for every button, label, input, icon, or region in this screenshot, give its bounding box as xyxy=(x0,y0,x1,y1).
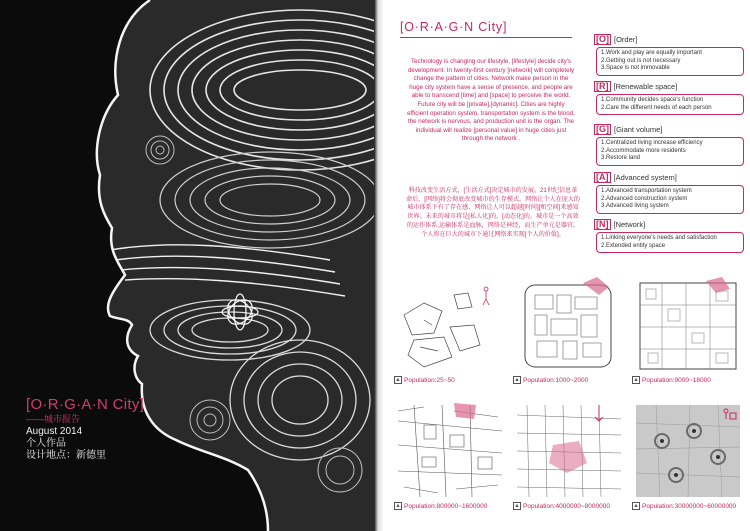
page-title: [O·R·A·G·N City] xyxy=(400,20,508,34)
page-gutter xyxy=(374,0,384,531)
population-label xyxy=(513,502,610,510)
cover-site: 设计地点：新德里 xyxy=(26,450,106,461)
person-icon: ▲ xyxy=(633,503,639,509)
population-label xyxy=(394,502,487,510)
person-icon: ▲ xyxy=(514,377,520,383)
city-plan-sketch xyxy=(394,401,506,501)
keyword-line: 1.Linking everyone's needs and satisfaction xyxy=(601,235,717,241)
population-label xyxy=(513,376,588,384)
keyword-giant-volume xyxy=(594,124,744,166)
keyword-line: 2.Care the different needs of each person xyxy=(601,104,712,111)
cover-title: [O·R·G·A·N City] xyxy=(26,396,145,413)
population-label xyxy=(632,376,711,384)
keyword-renewable-space xyxy=(594,81,744,115)
diagram-cell-5 xyxy=(513,401,625,523)
diagram-cell-2 xyxy=(513,275,625,397)
person-icon: ▲ xyxy=(633,377,639,383)
population-text: Population:1000~2000 xyxy=(523,376,589,384)
population-text: Population:30000000~60000000 xyxy=(642,502,737,510)
megacity-aerial-sketch xyxy=(632,401,744,501)
metropolis-plan-sketch xyxy=(513,401,625,501)
keyword-line: 2.Advanced construction system xyxy=(601,195,688,202)
population-label xyxy=(394,376,455,384)
diagram-cell-1 xyxy=(394,275,506,397)
keyword-advanced-system xyxy=(594,172,744,214)
person-icon: ▲ xyxy=(395,503,401,509)
keyword-line: 2.Getting out is not necessary xyxy=(601,57,681,64)
keyword-line: 1.Centralized living increase efficiency xyxy=(601,140,703,146)
cover-work-type: 个人作品 xyxy=(26,438,66,449)
keyword-letter: [A] xyxy=(596,172,609,182)
village-plan-sketch xyxy=(513,275,625,375)
settlement-sketch-small xyxy=(394,275,506,375)
keyword-network xyxy=(594,219,744,253)
keyword-line: 1.Advanced transportation system xyxy=(601,188,692,194)
keyword-box xyxy=(596,94,744,115)
keyword-label: [Network] xyxy=(613,220,646,229)
keyword-label: [Advanced system] xyxy=(613,173,677,182)
cover-date: August 2014 xyxy=(26,426,83,437)
population-text: Population:4000000~8000000 xyxy=(523,502,610,510)
population-text: Population:9000~18000 xyxy=(642,376,711,384)
keyword-order xyxy=(594,34,744,76)
keyword-label: [Giant volume] xyxy=(614,125,663,134)
cover-subtitle: ——城市报告 xyxy=(26,414,81,424)
population-label xyxy=(632,502,736,510)
title-underline xyxy=(400,37,572,38)
population-text: Population:800000~1600000 xyxy=(404,502,488,510)
keyword-box xyxy=(596,47,744,76)
keyword-letter: [R] xyxy=(596,81,609,91)
person-icon: ▲ xyxy=(514,503,520,509)
keyword-label: [Order] xyxy=(614,35,638,44)
intro-chinese: 科技改变生活方式，[生活方式]决定城市的发展。21世纪信息革命后，[网络]将会彻底改变城市的生存模式。网络让个人在庞大的城市体系下有了存在感，网络让人可以超越[时间][和空间]来感知世界。未来的城市将是[私人化]的、[动态化]的。城市是一个高效的运作体系,运输体系是血脉，网络是神经，而生产单元是器官。个人将在巨大的城市下通过网络来实现[个人的价值]。 xyxy=(406,187,581,238)
keyword-box xyxy=(596,137,744,166)
keyword-label: [Renewable space] xyxy=(613,82,678,91)
keyword-line: 3.Advanced living system xyxy=(601,203,669,210)
keyword-letter: [N] xyxy=(596,219,609,229)
diagram-cell-3 xyxy=(632,275,744,397)
keyword-line: 2.Extended entity space xyxy=(601,242,666,249)
keyword-line: 1.Work and play are equally important xyxy=(601,50,702,56)
population-text: Population:25~50 xyxy=(404,376,455,384)
diagram-cell-4 xyxy=(394,401,506,523)
keyword-letter: [G] xyxy=(596,124,609,134)
keyword-letter: [O] xyxy=(596,34,609,44)
keyword-box xyxy=(596,185,744,214)
keyword-line: 3.Space is not immovable xyxy=(601,65,670,72)
content-page xyxy=(384,0,750,531)
keyword-line: 2.Accommodate more residents xyxy=(601,147,686,154)
keyword-line: 3.Restore land xyxy=(601,155,641,162)
keyword-line: 1.Community decides space's function xyxy=(601,97,704,103)
intro-english: Technology is changing our lifestyle, [lifestyle] decide city's development. In twenty-first century [network] will completely change the pattern of cities. Network make person in the huge city system have a sense of presence, and people are able to transcend [time] and [space] to perceive the world. Future city will be [private],[dynamic]. Cities are highly efficient operation system, transportation system is the blood, the network is nervous, and production unit is the organ. The individual will realize [personal value] in huge cities just through the network . xyxy=(407,58,575,143)
diagram-cell-6 xyxy=(632,401,744,523)
keyword-box xyxy=(596,232,744,253)
population-diagram-grid xyxy=(394,275,744,527)
cover-credits xyxy=(26,397,144,462)
town-plan-sketch xyxy=(632,275,744,375)
person-icon: ▲ xyxy=(395,377,401,383)
